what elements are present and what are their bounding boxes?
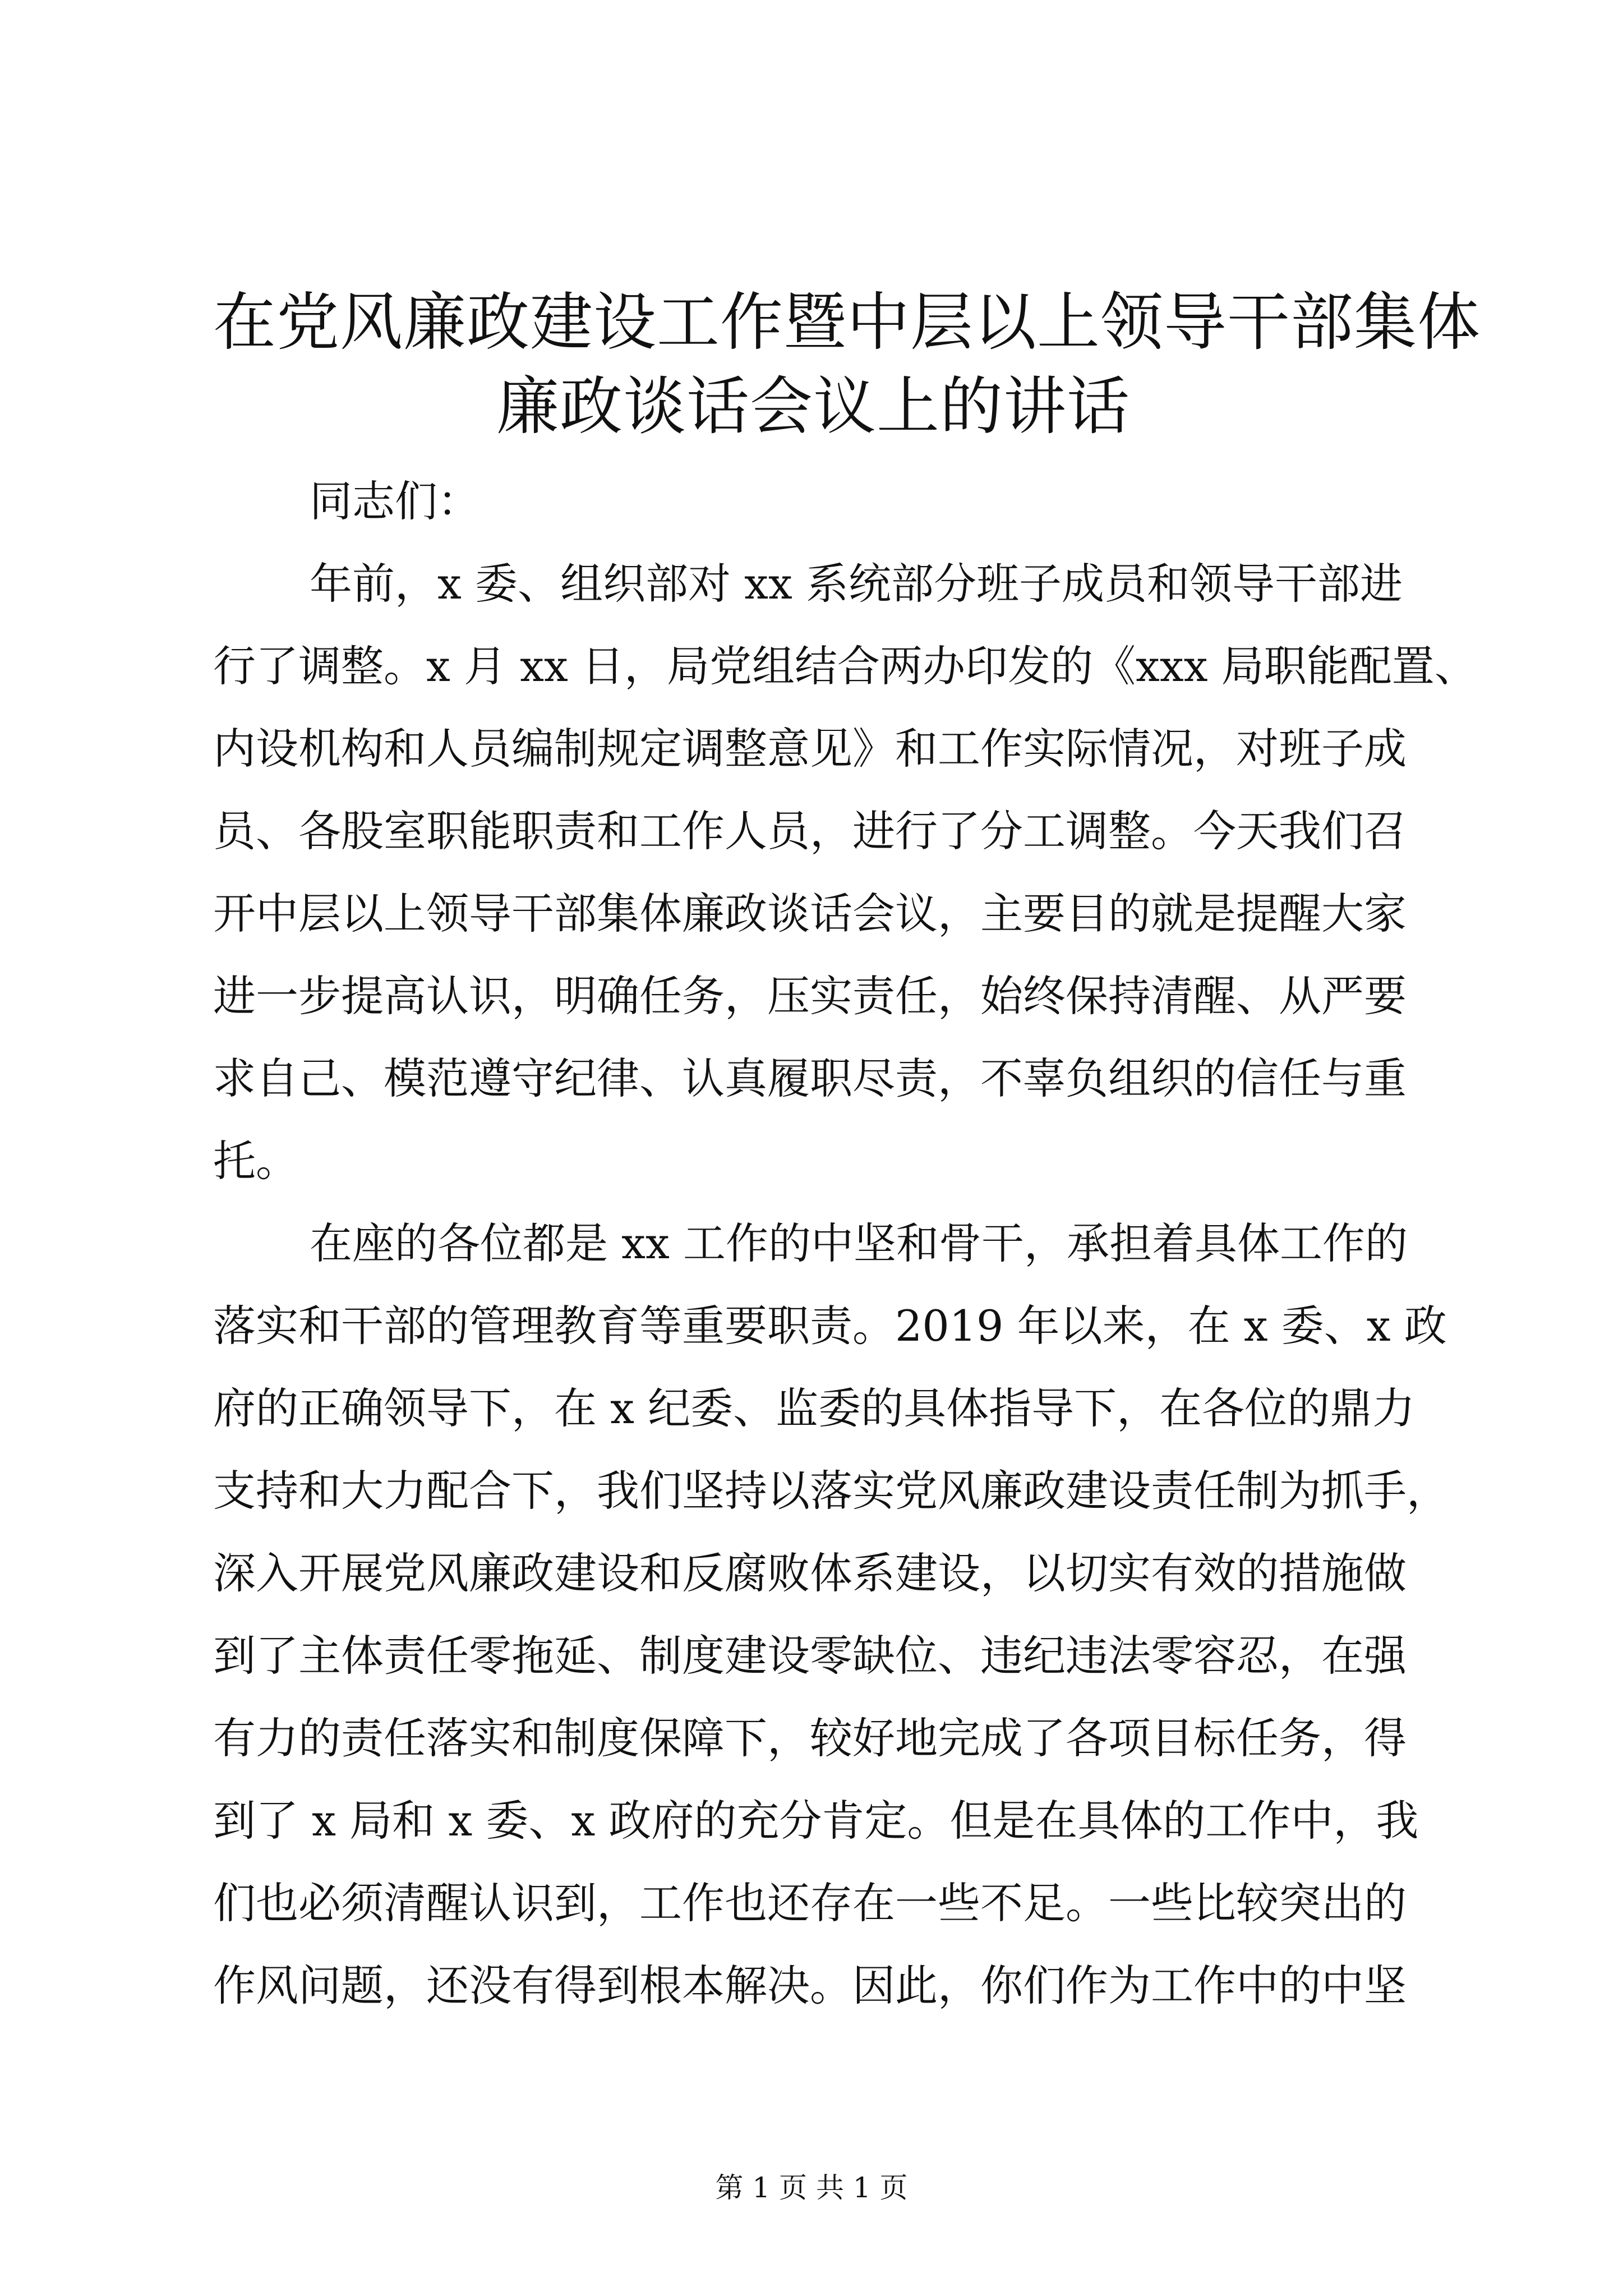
paragraph-line: 到了主体责任零拖延、制度建设零缺位、违纪违法零容忍，在强 bbox=[213, 1631, 1407, 1681]
document-title bbox=[213, 280, 1481, 449]
paragraph-line: 支持和大力配合下，我们坚持以落实党风廉政建设责任制为抓手， bbox=[213, 1466, 1449, 1516]
paragraph-line: 年前，x 委、组织部对 xx 系统部分班子成员和领导干部进 bbox=[310, 559, 1403, 609]
paragraph-line: 求自己、模范遵守纪律、认真履职尽责，不辜负组织的信任与重 bbox=[213, 1053, 1407, 1103]
paragraph-line: 到了 x 局和 x 委、x 政府的充分肯定。但是在具体的工作中，我 bbox=[213, 1796, 1419, 1846]
paragraph-line: 进一步提高认识，明确任务，压实责任，始终保持清醒、从严要 bbox=[213, 971, 1407, 1021]
paragraph-line: 行了调整。x 月 xx 日，局党组结合两办印发的《xxx 局职能配置、 bbox=[213, 641, 1477, 691]
paragraph-line: 落实和干部的管理教育等重要职责。2019 年以来，在 x 委、x 政 bbox=[213, 1301, 1447, 1351]
paragraph-line: 府的正确领导下，在 x 纪委、监委的具体指导下，在各位的鼎力 bbox=[213, 1383, 1415, 1433]
paragraph-1 bbox=[213, 542, 1477, 1202]
paragraph-line: 们也必须清醒认识到，工作也还存在一些不足。一些比较突出的 bbox=[213, 1878, 1407, 1928]
paragraph-line: 作风问题，还没有得到根本解决。因此，你们作为工作中的中坚 bbox=[213, 1961, 1407, 2010]
paragraph-line: 有力的责任落实和制度保障下，较好地完成了各项目标任务，得 bbox=[213, 1713, 1407, 1763]
paragraph-line: 员、各股室职能职责和工作人员，进行了分工调整。今天我们召 bbox=[213, 806, 1407, 856]
paragraph-2 bbox=[213, 1202, 1449, 2027]
salutation: 同志们： bbox=[310, 476, 480, 526]
page-footer: 第 1 页 共 1 页 bbox=[715, 2171, 908, 2204]
paragraph-line: 托。 bbox=[213, 1136, 298, 1186]
document-body bbox=[213, 460, 1477, 2027]
paragraph-line: 开中层以上领导干部集体廉政谈话会议，主要目的就是提醒大家 bbox=[213, 889, 1407, 938]
title-line-1: 在党风廉政建设工作暨中层以上领导干部集体 bbox=[213, 286, 1481, 359]
paragraph-line: 内设机构和人员编制规定调整意见》和工作实际情况，对班子成 bbox=[213, 724, 1407, 774]
paragraph-line: 在座的各位都是 xx 工作的中坚和骨干，承担着具体工作的 bbox=[310, 1218, 1408, 1268]
paragraph-line: 深入开展党风廉政建设和反腐败体系建设，以切实有效的措施做 bbox=[213, 1548, 1407, 1598]
title-line-2: 廉政谈话会议上的讲话 bbox=[496, 370, 1130, 443]
